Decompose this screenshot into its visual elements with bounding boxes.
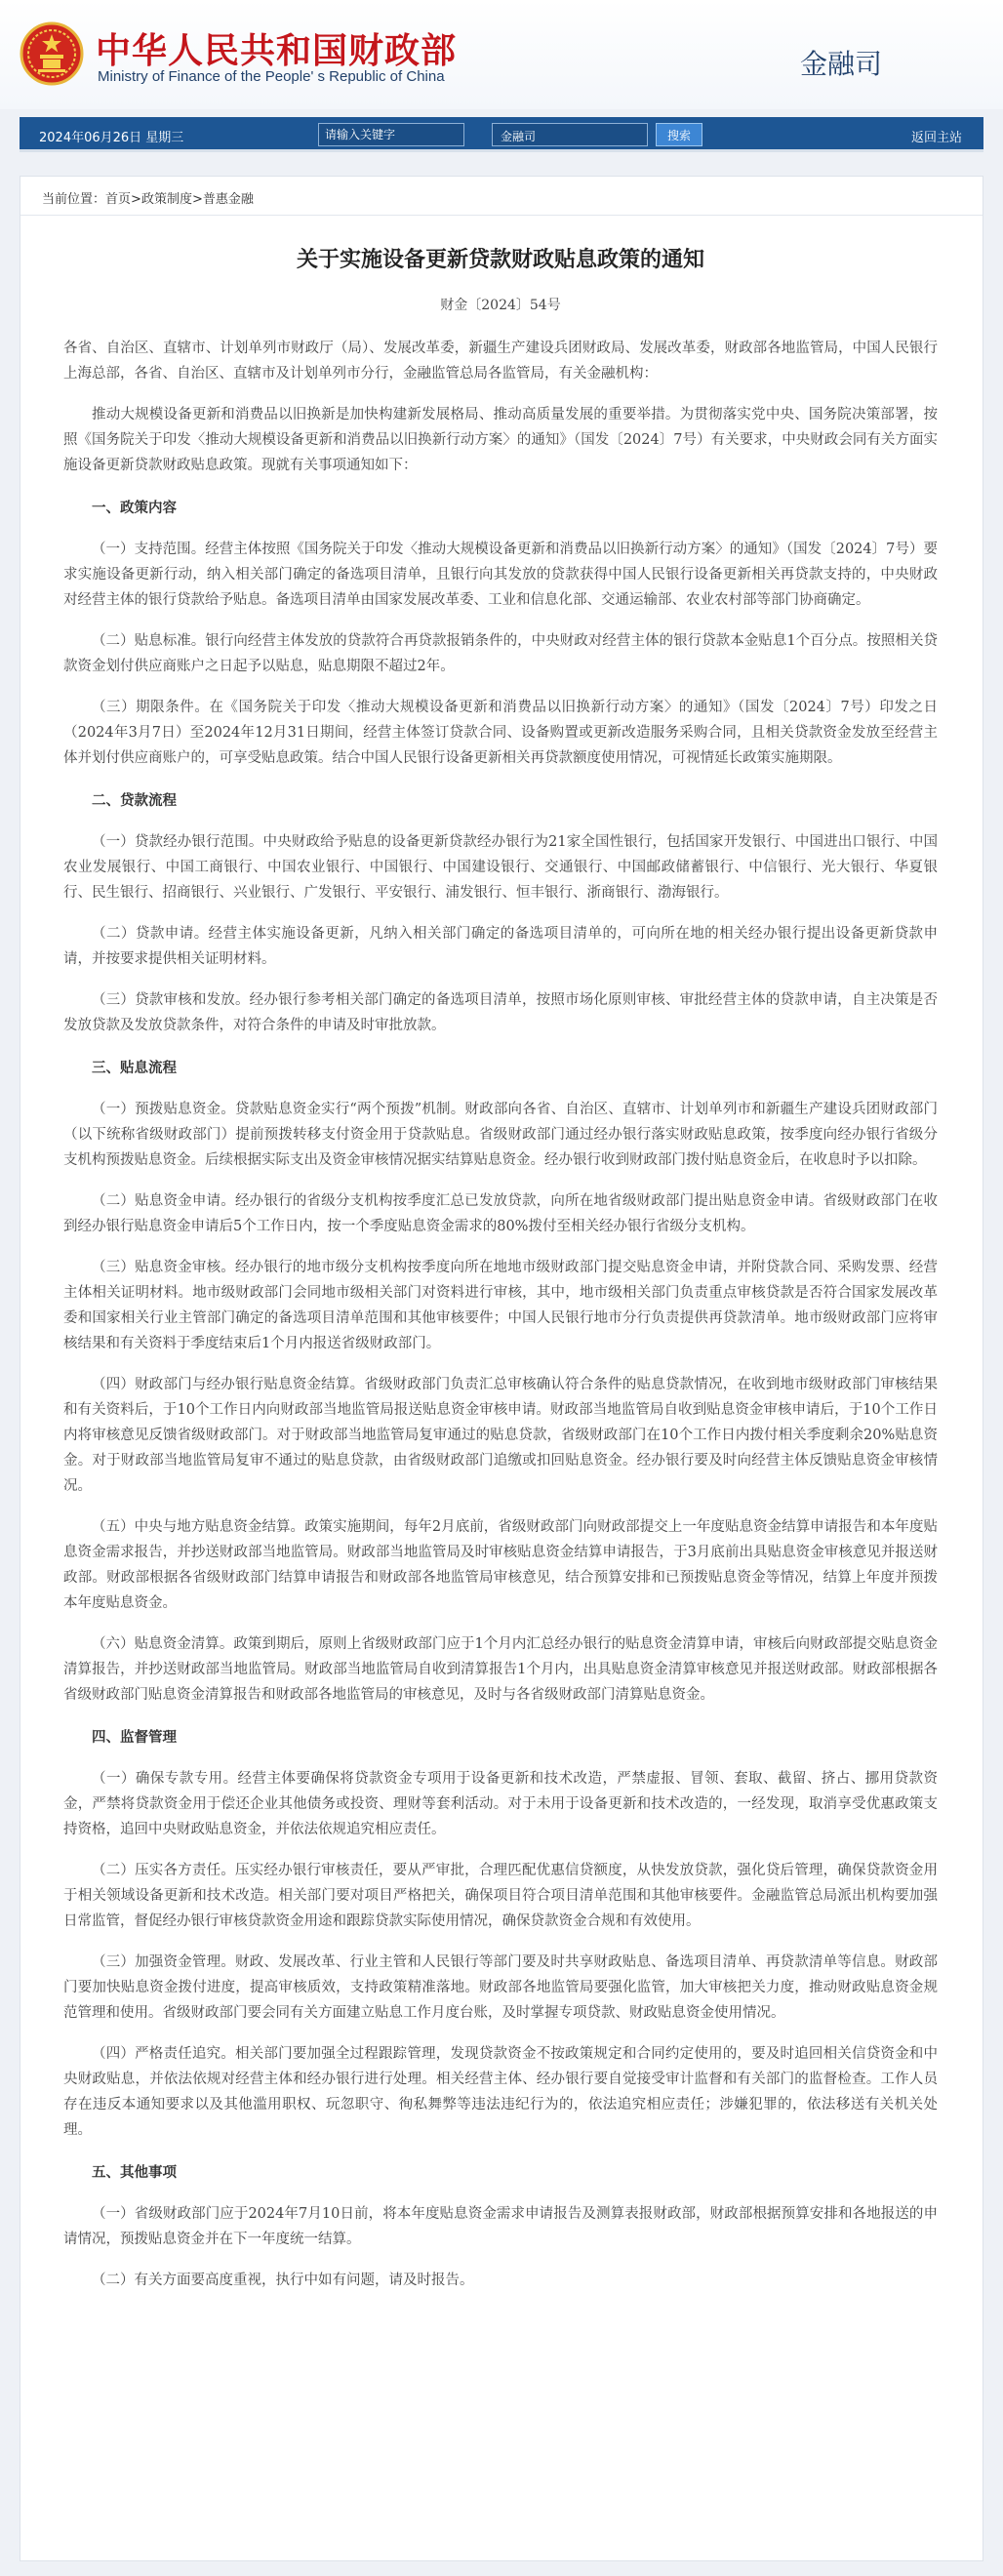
paragraph: （一）确保专款专用。经营主体要确保将贷款资金专项用于设备更新和技术改造，严禁虚报、冒领、套取、截留、挤占、挪用贷款资金，严禁将贷款资金用于偿还企业其他债务或投资、理财等套利活动。对于未用于设备更新和技术改造的，一经发现，取消享受优惠政策支持资格，追回中央财政贴息资金，并依法依规追究相应责任。 — [63, 1771, 938, 1837]
site-title-en: Ministry of Finance of the People' s Republic of China — [98, 68, 445, 85]
national-emblem-icon — [20, 21, 84, 86]
search-scope-select[interactable]: 金融司 — [492, 123, 648, 146]
paragraph: （三）加强资金管理。财政、发展改革、行业主管和人民银行等部门要及时共享财政贴息、备选项目清单、再贷款清单等信息。财政部门要加快贴息资金拨付进度，提高审核质效，支持政策精准落地。财政部各地监管局要强化监管，加大审核把关力度，推动财政贴息资金规范管理和使用。省级财政部门要会同有关方面建立贴息工作月度台账，及时掌握专项贷款、财政贴息资金使用情况。 — [63, 1954, 938, 2021]
search-button[interactable]: 搜索 — [656, 123, 702, 146]
breadcrumb-separator: > — [131, 192, 141, 207]
section-heading: 二、贷款流程 — [92, 793, 177, 809]
department-name: 金融司 — [800, 48, 883, 80]
paragraph: （三）贷款审核和发放。经办银行参考相关部门确定的备选项目清单，按照市场化原则审核、审批经营主体的贷款申请，自主决策是否发放贷款及发放贷款条件，对符合条件的申请及时审批放款。 — [63, 992, 938, 1033]
intro-paragraph: 推动大规模设备更新和消费品以旧换新是加快构建新发展格局、推动高质量发展的重要举措。为贯彻落实党中央、国务院决策部署，按照《国务院关于印发〈推动大规模设备更新和消费品以旧换新行动方案〉的通知》（国发〔2024〕7号）有关要求，中央财政会同有关方面实施设备更新贷款财政贴息政策。现就有关事项通知如下： — [63, 407, 938, 473]
breadcrumb-home[interactable]: 首页 — [105, 192, 132, 207]
article — [20, 243, 983, 2293]
current-date: 2024年06月26日 星期三 — [39, 131, 184, 145]
paragraph: （二）有关方面要高度重视，执行中如有问题，请及时报告。 — [92, 2273, 474, 2288]
paragraph: （四）财政部门与经办银行贴息资金结算。省级财政部门负责汇总审核确认符合条件的贴息贷款情况，在收到地市级财政部门审核结果和有关资料后，于10个工作日内向财政部当地监管局报送贴息资金审核申请。财政部当地监管局自收到贴息资金审核申请后，于10个工作日内将审核意见反馈省级财政部门。对于财政部当地监管局复审通过的贴息贷款，省级财政部门在10个工作日内拨付相关季度剩余20%贴息资金。对于财政部当地监管局复审不通过的贴息贷款，由省级财政部门追缴或扣回贴息资金。经办银行要及时向经营主体反馈贴息资金审核情况。 — [63, 1377, 938, 1494]
document-number: 财金〔2024〕54号 — [440, 298, 561, 313]
home-link[interactable]: 返回主站 — [910, 131, 962, 145]
site-title-cn: 中华人民共和国财政部 — [96, 31, 458, 71]
site-header — [0, 0, 1003, 109]
section-heading: 一、政策内容 — [92, 501, 177, 516]
paragraph: （六）贴息资金清算。政策到期后，原则上省级财政部门应于1个月内汇总经办银行的贴息资金清算申请，审核后向财政部提交贴息资金清算报告，并抄送财政部当地监管局。财政部当地监管局自收到清算报告1个月内，出具贴息资金清算审核意见并报送财政部。财政部根据各省级财政部门贴息资金清算报告和财政部各地监管局的审核意见，及时与各省级财政部门清算贴息资金。 — [63, 1636, 938, 1703]
article-title: 关于实施设备更新贷款财政贴息政策的通知 — [296, 248, 704, 272]
section-heading: 四、监督管理 — [92, 1730, 177, 1746]
paragraph: （四）严格责任追究。相关部门要加强全过程跟踪管理，发现贷款资金不按政策规定和合同约定使用的，要及时追回相关信贷资金和中央财政贴息，并依法依规对经营主体和经办银行进行处理。相关经营主体、经办银行要自觉接受审计监督和有关部门的监督检查。工作人员存在违反本通知要求以及其他滥用职权、玩忽职守、徇私舞弊等违法违纪行为的，依法追究相应责任；涉嫌犯罪的，依法移送有关机关处理。 — [63, 2046, 938, 2138]
paragraph: （一）支持范围。经营主体按照《国务院关于印发〈推动大规模设备更新和消费品以旧换新行动方案〉的通知》（国发〔2024〕7号）要求实施设备更新行动，纳入相关部门确定的备选项目清单，且银行向其发放的贷款获得中国人民银行设备更新相关再贷款支持的，中央财政对经营主体的银行贷款给予贴息。备选项目清单由国家发展改革委、工业和信息化部、交通运输部、农业农村部等部门协商确定。 — [63, 542, 938, 608]
paragraph: （一）预拨贴息资金。贷款贴息资金实行“两个预拨”机制。财政部向各省、自治区、直辖市、计划单列市和新疆生产建设兵团财政部门（以下统称省级财政部门）提前预拨转移支付资金用于贷款贴息。省级财政部门通过经办银行落实财政贴息政策，按季度向经办银行省级分支机构预拨贴息资金。后续根据实际支出及资金审核情况据实结算贴息资金。经办银行收到财政部门拨付贴息资金后，在收息时予以扣除。 — [63, 1102, 938, 1168]
paragraph: （三）期限条件。在《国务院关于印发〈推动大规模设备更新和消费品以旧换新行动方案〉的通知》（国发〔2024〕7号）印发之日（2024年3月7日）至2024年12月31日期间，经营主体签订贷款合同、设备购置或更新改造服务采购合同，且相关贷款资金发放至经营主体并划付供应商账户的，可享受贴息政策。结合中国人民银行设备更新相关再贷款额度使用情况，可视情延长政策实施期限。 — [63, 700, 938, 766]
paragraph: （一）省级财政部门应于2024年7月10日前，将本年度贴息资金需求申请报告及测算表报财政部，财政部根据预算安排和各地报送的申请情况，预拨贴息资金并在下一年度统一结算。 — [63, 2206, 938, 2247]
breadcrumb-separator: > — [191, 192, 203, 207]
paragraph: （二）贷款申请。经营主体实施设备更新，凡纳入相关部门确定的备选项目清单的，可向所在地的相关经办银行提出设备更新贷款申请，并按要求提供相关证明材料。 — [63, 926, 938, 967]
breadcrumb — [20, 177, 983, 216]
paragraph: （一）贷款经办银行范围。中央财政给予贴息的设备更新贷款经办银行为21家全国性银行，包括国家开发银行、中国进出口银行、中国农业发展银行、中国工商银行、中国农业银行、中国银行、中国建设银行、交通银行、中国邮政储蓄银行、中信银行、光大银行、华夏银行、民生银行、招商银行、兴业银行、广发银行、平安银行、浦发银行、恒丰银行、浙商银行、渤海银行。 — [63, 834, 938, 901]
content-panel — [20, 176, 983, 2561]
paragraph: （五）中央与地方贴息资金结算。政策实施期间，每年2月底前，省级财政部门向财政部提交上一年度贴息资金结算申请报告和本年度贴息资金需求报告，并抄送财政部当地监管局。财政部当地监管局及时审核贴息资金结算申请报告，于3月底前出具贴息资金审核意见并报送财政部。财政部根据各省级财政部门结算申请报告和财政部各地监管局审核意见，结合预算安排和已预拨贴息资金等情况，结算上年度并预拨本年度贴息资金。 — [63, 1519, 938, 1611]
nav-bar — [20, 117, 983, 152]
paragraph: （二）贴息标准。银行向经营主体发放的贷款符合再贷款报销条件的，中央财政对经营主体的银行贷款本金贴息1个百分点。按照相关贷款资金划付供应商账户之日起予以贴息，贴息期限不超过2年。 — [63, 633, 938, 674]
breadcrumb-label: 当前位置： — [42, 192, 106, 207]
section-heading: 五、其他事项 — [92, 2165, 177, 2181]
addressee: 各省、自治区、直辖市、计划单列市财政厅（局）、发展改革委，新疆生产建设兵团财政局、发展改革委，财政部各地监管局，中国人民银行上海总部，各省、自治区、直辖市及计划单列市分行，金融监管总局各监管局，有关金融机构： — [63, 341, 938, 382]
breadcrumb-policy[interactable]: 政策制度 — [140, 192, 192, 207]
section-heading: 三、贴息流程 — [92, 1061, 177, 1076]
breadcrumb-inclusive-finance[interactable]: 普惠金融 — [202, 192, 254, 207]
paragraph: （二）压实各方责任。压实经办银行审核责任，要从严审批，合理匹配优惠信贷额度，从快发放贷款，强化贷后管理，确保贷款资金用于相关领域设备更新和技术改造。相关部门要对项目严格把关，确保项目符合项目清单范围和其他审核要件。金融监管总局派出机构要加强日常监管，督促经办银行审核贷款资金用途和跟踪贷款实际使用情况，确保贷款资金合规和有效使用。 — [63, 1863, 938, 1929]
search-input[interactable] — [318, 123, 464, 146]
paragraph: （二）贴息资金申请。经办银行的省级分支机构按季度汇总已发放贷款，向所在地省级财政部门提出贴息资金申请。省级财政部门在收到经办银行贴息资金申请后5个工作日内，按一个季度贴息资金需求的80%拨付至相关经办银行省级分支机构。 — [63, 1193, 938, 1234]
paragraph: （三）贴息资金审核。经办银行的地市级分支机构按季度向所在地地市级财政部门提交贴息资金申请，并附贷款合同、采购发票、经营主体相关证明材料。地市级财政部门会同地市级相关部门对资料进行审核，其中，地市级相关部门负责重点审核贷款是否符合国家发展改革委和国家相关行业主管部门确定的备选项目清单范围和其他审核要件；中国人民银行地市分行负责提供再贷款清单。地市级财政部门应将审核结果和有关资料于季度结束后1个月内报送省级财政部门。 — [63, 1260, 938, 1351]
